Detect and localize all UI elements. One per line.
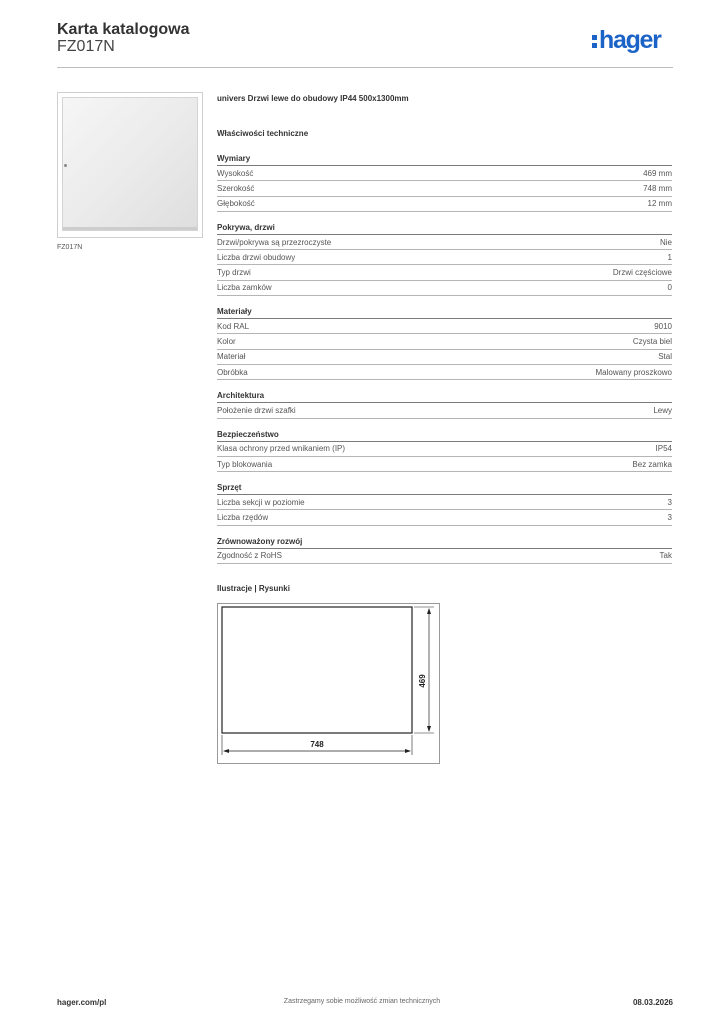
- footer-date: 08.03.2026: [632, 998, 673, 1007]
- width-label: 748: [310, 740, 324, 749]
- header-divider: [57, 67, 673, 68]
- property-label: Zgodność z RoHS: [217, 551, 282, 561]
- properties-sections: [217, 153, 672, 564]
- property-row: [217, 549, 672, 564]
- logo-dots-icon: [592, 35, 597, 48]
- dimension-drawing: [217, 603, 440, 764]
- property-label: Typ drzwi: [217, 268, 251, 278]
- property-value: Bez zamka: [632, 459, 672, 469]
- door-outline: [222, 607, 412, 733]
- properties-heading: Właściwości techniczne: [217, 129, 309, 138]
- section-title: Architektura: [217, 390, 672, 403]
- document-title: Karta katalogowa: [57, 21, 190, 38]
- illustrations-heading: Ilustracje | Rysunki: [217, 584, 290, 593]
- property-value: 3: [667, 513, 672, 523]
- property-label: Liczba sekcji w poziomie: [217, 497, 305, 507]
- property-row: [217, 319, 672, 334]
- property-value: Drzwi częściowe: [612, 268, 672, 278]
- property-value: 0: [667, 283, 672, 293]
- height-label: 469: [418, 674, 427, 688]
- property-value: IP54: [655, 444, 672, 454]
- section-title: Bezpieczeństwo: [217, 429, 672, 442]
- property-section: [217, 390, 672, 418]
- property-label: Drzwi/pokrywa są przezroczyste: [217, 237, 332, 247]
- property-section: [217, 153, 672, 212]
- property-row: [217, 403, 672, 418]
- property-section: [217, 222, 672, 296]
- property-value: 9010: [654, 321, 672, 331]
- property-label: Wysokość: [217, 168, 254, 178]
- door-hinge-dot: [64, 164, 67, 167]
- property-label: Materiał: [217, 352, 246, 362]
- logo-text: hager: [599, 26, 661, 54]
- property-value: Lewy: [653, 405, 672, 415]
- property-row: [217, 365, 672, 380]
- property-label: Położenie drzwi szafki: [217, 405, 296, 415]
- property-row: [217, 495, 672, 510]
- property-value: 1: [667, 252, 672, 262]
- property-value: 748 mm: [643, 183, 672, 193]
- image-caption: FZ017N: [57, 244, 83, 251]
- product-image: [57, 92, 203, 238]
- footer-note: Zastrzegamy sobie możliwość zmian technicznych: [283, 998, 441, 1005]
- hager-logo: [592, 26, 661, 55]
- dimension-drawing-svg: [218, 604, 439, 763]
- property-row: [217, 334, 672, 349]
- property-value: 3: [667, 497, 672, 507]
- property-row: [217, 442, 672, 457]
- property-value: Stal: [658, 352, 672, 362]
- section-title: Zrównoważony rozwój: [217, 536, 672, 549]
- width-arrow-left: [223, 749, 229, 753]
- width-arrow-right: [405, 749, 411, 753]
- property-value: 12 mm: [647, 199, 672, 209]
- property-label: Liczba rzędów: [217, 513, 269, 523]
- technical-content: [217, 94, 672, 564]
- property-label: Kolor: [217, 337, 236, 347]
- property-value: Nie: [659, 237, 672, 247]
- property-row: [217, 265, 672, 280]
- property-row: [217, 166, 672, 181]
- height-arrow-bottom: [427, 726, 431, 732]
- property-value: Czysta biel: [632, 337, 672, 347]
- property-label: Obróbka: [217, 367, 248, 377]
- property-row: [217, 250, 672, 265]
- section-title: Sprzęt: [217, 482, 672, 495]
- footer-website: hager.com/pl: [57, 998, 107, 1007]
- property-label: Liczba zamków: [217, 283, 272, 293]
- property-row: [217, 281, 672, 296]
- door-bottom-edge: [63, 227, 197, 230]
- property-label: Kod RAL: [217, 321, 250, 331]
- property-label: Typ blokowania: [217, 459, 273, 469]
- property-row: [217, 350, 672, 365]
- property-label: Klasa ochrony przed wnikaniem (IP): [217, 444, 346, 454]
- property-row: [217, 457, 672, 472]
- property-label: Liczba drzwi obudowy: [217, 252, 296, 262]
- property-row: [217, 197, 672, 212]
- property-row: [217, 510, 672, 525]
- property-label: Głębokość: [217, 199, 255, 209]
- property-section: [217, 482, 672, 526]
- property-label: Szerokość: [217, 183, 255, 193]
- product-title: univers Drzwi lewe do obudowy IP44 500x1300mm: [217, 94, 409, 103]
- property-value: 469 mm: [643, 168, 672, 178]
- property-section: [217, 429, 672, 473]
- property-section: [217, 536, 672, 564]
- property-row: [217, 181, 672, 196]
- property-row: [217, 235, 672, 250]
- section-title: Materiały: [217, 306, 672, 319]
- property-value: Tak: [659, 551, 672, 561]
- product-code: FZ017N: [57, 38, 115, 55]
- door-panel-picture: [62, 97, 198, 231]
- section-title: Wymiary: [217, 153, 672, 166]
- section-title: Pokrywa, drzwi: [217, 222, 672, 235]
- property-section: [217, 306, 672, 380]
- height-arrow-top: [427, 608, 431, 614]
- property-value: Malowany proszkowo: [595, 367, 672, 377]
